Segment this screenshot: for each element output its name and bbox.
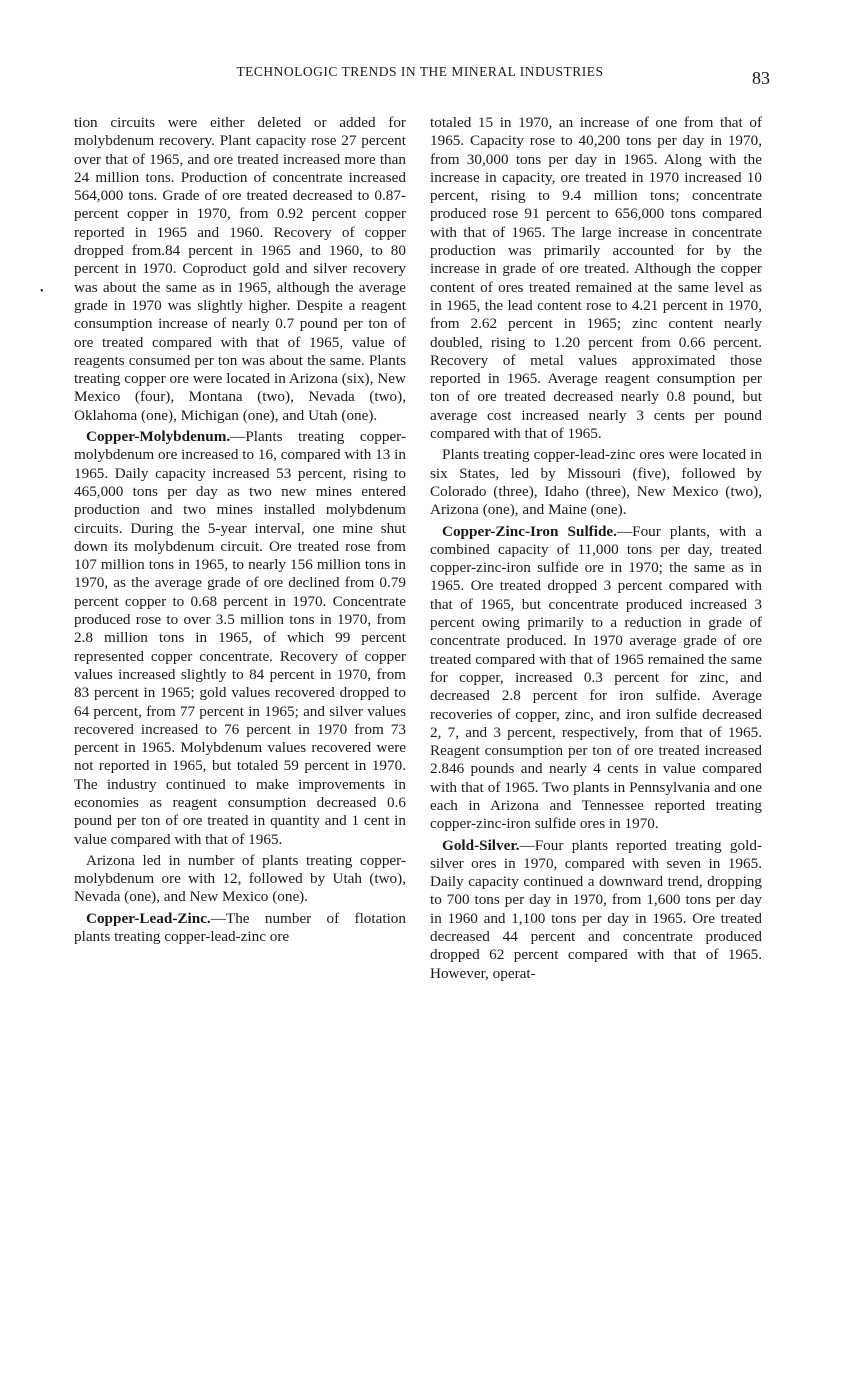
right-column [430, 114, 762, 986]
left-column [74, 114, 406, 949]
paragraph [430, 523, 762, 834]
paragraph: Plants treating copper-lead-zinc ores were located in six States, led by Missouri (five), followed by Colorado (three), Idaho (three), New Mexico (two), Arizona (one), and Maine (one). [430, 446, 762, 519]
paragraph-text: —Four plants reported treating gold-silver ores in 1970, compared with seven in 1965. Daily capacity continued a downward trend, dropping to 700 tons per day in 1970, from 1,600 tons per day in 1960 and 1,100 tons per day in 1965. Ore treated decreased 44 percent and concentrate produced dropped 62 percent compared with that of 1965. However, operat- [430, 836, 762, 982]
run-in-heading: Copper-Lead-Zinc. [86, 909, 211, 927]
paragraph-text: —The number of flotation plants treating copper-lead-zinc ore [74, 909, 406, 946]
paragraph-text: —Four plants, with a combined capacity of 11,000 tons per day, treated copper-zinc-iron sulfide ore in 1970; the same as in 1965. Ore treated dropped 3 percent compared with that of 1965, but concentrate produced increased 3 percent owing primarily to a reduction in grade of concentrate produced. In 1970 average grade of ore treated compared with that of 1965 remained the same for copper, increased 0.3 percent for zinc, and decreased 2.8 percent for iron sulfide. Average recoveries of copper, zinc, and iron sulfide decreased 2, 7, and 3 percent, respectively, from that of 1965. Reagent consumption per ton of ore treated increased 2.846 pounds and nearly 4 cents in value compared with that of 1965. Two plants in Pennsylvania and one each in Arizona and Tennessee reported treating copper-zinc-iron sulfide ores in 1970. [430, 522, 762, 833]
paragraph-text: —Plants treating copper-molybdenum ore increased to 16, compared with 13 in 1965. Daily capacity increased 53 percent, rising to 465,000 tons per day as two new mines entered production and two mines installed molybdenum circuits. During the 5-year interval, one mine shut down its molybdenum circuit. Ore treated rose from 107 million tons in 1965, to nearly 156 million tons in 1970, as the average grade of ore declined from 0.79 percent copper to 0.68 percent in 1970. Concentrate produced rose to over 3.5 million tons in 1970, from 2.8 million tons in 1965, of which 99 percent represented copper concentrate. Recovery of copper values increased slightly to 84 percent in 1970, from 83 percent in 1965; gold values recovered dropped to 64 percent, from 77 percent in 1965; and silver values recovered increased to 76 percent in 1970 from 73 percent in 1965. Molybdenum values recovered were not reported in 1965, but totaled 59 percent in 1970. The industry continued to make improvements in economies as reagent consumption decreased 0.6 pound per ton of ore treated in quantity and 1 cent in value compared with that of 1965. [74, 428, 406, 848]
paragraph: Arizona led in number of plants treating copper-molybdenum ore with 12, followed by Utah (two), Nevada (one), and New Mexico (one). [74, 851, 406, 906]
paragraph [74, 428, 406, 849]
paragraph: tion circuits were either deleted or added for molybdenum recovery. Plant capacity rose 27 percent over that of 1965, and ore treated increased more than 24 million tons. Production of concentrate increased 564,000 tons. Grade of ore treated decreased to 0.87-percent copper in 1970, from 0.92 percent copper reported in 1965 and 1960. Recovery of copper dropped from.84 percent in 1965 and 1960, to 80 percent in 1970. Coproduct gold and silver recovery was about the same as in 1965, although the average grade in 1970 was slightly higher. Despite a reagent consumption increase of nearly 0.7 pound per ton of ore treated compared with that of 1965, value of reagents consumed per ton was about the same. Plants treating copper ore were located in Arizona (six), New Mexico (four), Montana (two), Nevada (two), Oklahoma (one), Michigan (one), and Utah (one). [74, 114, 406, 424]
paragraph [74, 910, 406, 947]
run-in-heading: Copper-Molybdenum. [86, 428, 231, 446]
paragraph [430, 837, 762, 983]
page-number: 83 [752, 68, 770, 88]
paragraph: totaled 15 in 1970, an increase of one from that of 1965. Capacity rose to 40,200 tons per day in 1970, from 30,000 tons per day in 1965. Along with the increase in capacity, ore treated in 1970 increased 10 percent, rising to 9.4 million tons; concentrate produced rose 91 percent to 656,000 tons compared with that of 1965. The large increase in concentrate production was primarily accounted for by the increase in grade of ore treated. Although the copper content of ores treated remained at the same level as in 1965, the lead content rose to 4.21 percent in 1970, from 2.62 percent in 1965; zinc content nearly doubled, rising to 1.20 percent from 0.66 percent. Recovery of metal values approximated those reported in 1965. Average reagent consumption per ton of ore treated decreased nearly 0.8 pound, but average cost increased nearly 3 cents per pound compared with that of 1965. [430, 114, 762, 443]
run-in-heading: Gold-Silver. [442, 836, 520, 854]
running-title: TECHNOLOGIC TRENDS IN THE MINERAL INDUSTRIES [236, 64, 604, 79]
stray-mark: • [40, 286, 44, 297]
run-in-heading: Copper-Zinc-Iron Sulfide. [442, 522, 617, 540]
